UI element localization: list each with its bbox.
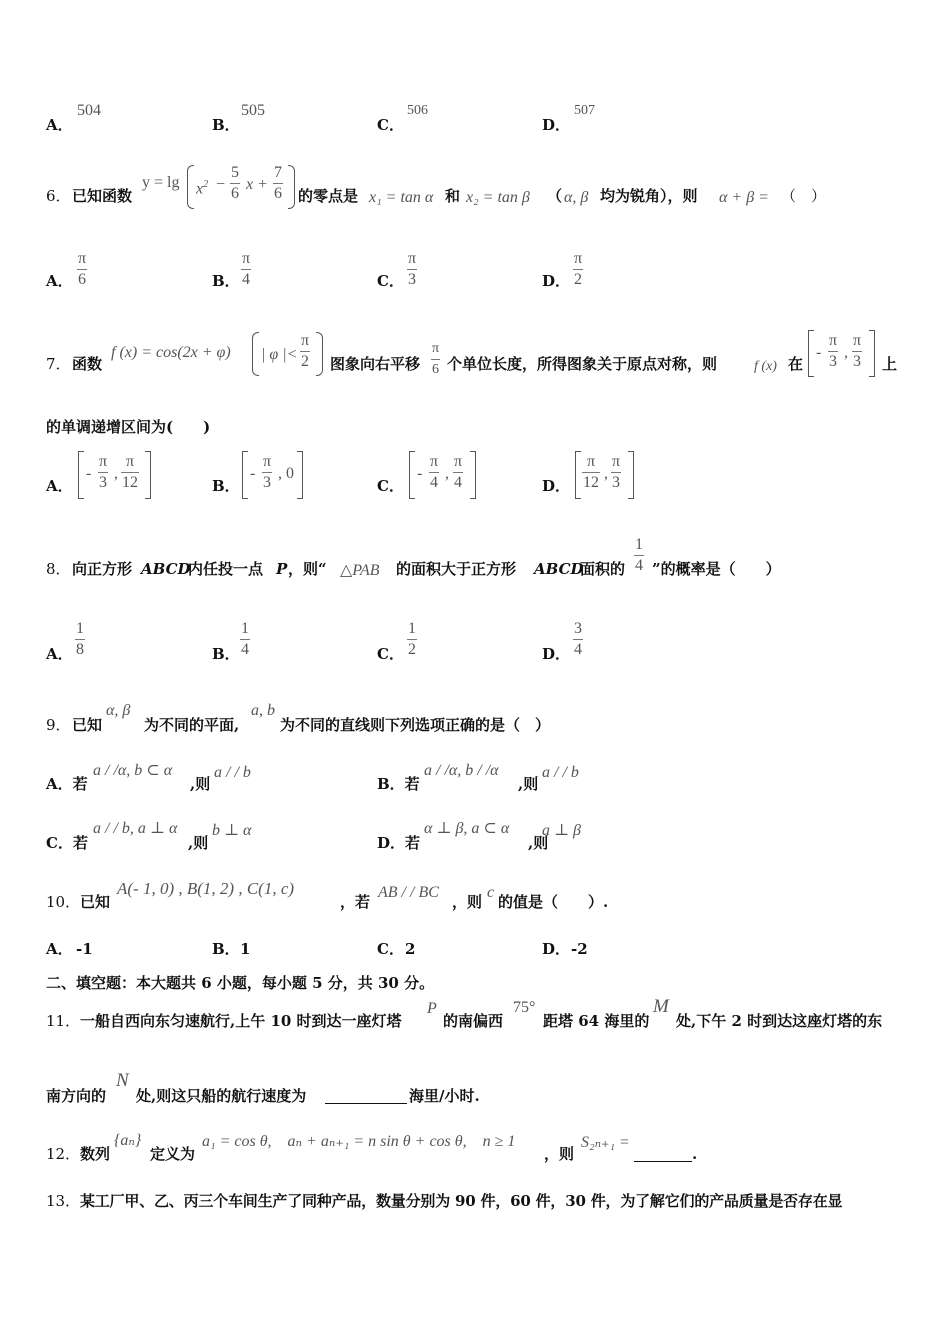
q5-option-b-label: B．: [212, 116, 240, 134]
q8-option-d-frac: 3 4: [574, 620, 582, 658]
q11-angle: 75°: [513, 999, 536, 1016]
q11-n: N: [116, 1070, 129, 1091]
q9-option-c-label: C．若: [46, 834, 88, 852]
q13-number: 13．: [46, 1192, 81, 1210]
q7-option-c-frac1: π 4: [430, 453, 439, 491]
q7-interval-frac2: π 3: [853, 332, 862, 370]
q10-option-d-value: -2: [571, 940, 588, 958]
q7-func: f (x) = cos(2x + φ): [111, 344, 231, 361]
q10-text4: 的值是（ ）.: [498, 893, 609, 911]
q6-minus: −: [216, 176, 226, 193]
q7-cond: | φ |<: [261, 346, 298, 363]
q7-mid1: 图象向右平移: [330, 355, 421, 373]
q10-text1: 已知: [80, 893, 111, 911]
q6-ab: α, β: [564, 189, 589, 206]
q5-option-b-value: 505: [241, 102, 265, 119]
q6-x2: $x^2$: [196, 179, 209, 198]
q11-line2a: 南方向的: [46, 1087, 107, 1105]
q7-option-c-neg: -: [417, 465, 423, 482]
q8-frac: 1 4: [635, 536, 643, 574]
q5-option-c-label: C．: [377, 116, 404, 134]
q5-option-a-label: A．: [46, 116, 73, 134]
q8-option-b-label: B．: [212, 645, 240, 663]
q10-option-c-value: 2: [405, 940, 416, 958]
q7-option-b-frac1: π 3: [263, 453, 272, 491]
q6-option-c-label: C．: [377, 272, 404, 290]
q10-option-a-label: A．: [46, 940, 73, 958]
q7-interval-right: [869, 330, 875, 377]
q9-option-b-label: B．若: [377, 775, 420, 793]
q9-option-a-res: a / / b: [214, 764, 251, 781]
q7-option-b-right-bracket: [297, 451, 303, 499]
q9-text2: 为不同的平面,: [144, 716, 240, 734]
q6-mid1: 的零点是: [298, 187, 359, 205]
q8-option-a-label: A．: [46, 645, 73, 663]
q7-option-c-label: C．: [377, 477, 404, 495]
q5-option-d-label: D．: [542, 116, 571, 134]
q6-x-plus: x +: [246, 176, 268, 193]
q8-option-a-frac: 1 8: [76, 620, 84, 658]
q7-in: 在: [788, 355, 804, 373]
q7-interval-left: [808, 330, 814, 377]
q10-option-c-label: C．: [377, 940, 404, 958]
q9-option-d-cond: α ⊥ β, a ⊂ α: [424, 820, 510, 837]
q6-x2-eq: x₂ = tan β: [466, 189, 530, 206]
q9-option-a-label: A．若: [46, 775, 88, 793]
q8-p: P: [276, 560, 288, 578]
q8-text6: ”的概率是（ ）: [652, 560, 781, 578]
q11-m: M: [653, 996, 669, 1017]
q9-option-b-then: ,则: [518, 775, 539, 793]
q7-line2: 的单调递增区间为( ): [46, 418, 211, 436]
q9-planes: α, β: [106, 702, 131, 719]
q12-s: S₂ₙ₊₁ =: [581, 1134, 630, 1151]
q7-option-b-left-bracket: [242, 451, 248, 499]
q12-def: a₁ = cos θ, aₙ + aₙ₊₁ = n sin θ + cos θ, n ≥ 1: [202, 1133, 516, 1150]
q6-x1-eq: x₁ = tan α: [369, 189, 434, 206]
q7-cond-frac: π 2: [301, 332, 310, 370]
q11-text3: 距塔 64 海里的: [543, 1012, 650, 1030]
q8-option-c-frac: 1 2: [408, 620, 416, 658]
q12-text2: 定义为: [150, 1145, 196, 1163]
q12-end: .: [692, 1145, 698, 1163]
q6-option-a-label: A．: [46, 272, 73, 290]
q7-interval-comma: ,: [844, 344, 848, 361]
q7-option-a-frac1: π 3: [99, 453, 108, 491]
q9-number: 9．: [46, 716, 71, 734]
q7-option-b-zero: 0: [286, 465, 294, 482]
q8-abcd: ABCD: [141, 560, 191, 578]
q5-option-d-value: 507: [574, 103, 595, 118]
q9-option-a-then: ,则: [190, 775, 211, 793]
q6-option-a-frac: π 6: [78, 250, 87, 288]
q11-p: P: [427, 1000, 437, 1017]
q7-option-d-frac1: π 12: [583, 453, 599, 491]
q6-func: y = lg: [142, 174, 180, 191]
q11-line2c: 海里/小时.: [409, 1087, 480, 1105]
q6-sum: α + β =: [719, 189, 769, 206]
q10-option-a-value: -1: [76, 940, 93, 958]
q9-option-d-res: a ⊥ β: [542, 822, 582, 839]
q7-fx: f (x): [754, 359, 777, 374]
q8-triangle: △PAB: [340, 562, 380, 579]
q9-option-d-label: D．若: [377, 834, 421, 852]
q7-interval-minus: -: [816, 344, 822, 361]
q6-frac-5-6: 5 6: [231, 164, 239, 202]
q6-option-c-frac: π 3: [408, 250, 417, 288]
q8-option-b-frac: 1 4: [241, 620, 249, 658]
q6-frac-7-6: 7 6: [274, 164, 282, 202]
q6-prefix: 已知函数: [72, 187, 133, 205]
q7-option-a-neg: -: [86, 465, 92, 482]
q9-option-b-res: a / / b: [542, 764, 579, 781]
q8-option-c-label: C．: [377, 645, 404, 663]
q11-answer-blank[interactable]: [325, 1089, 407, 1104]
q6-paren-right: [288, 165, 295, 209]
q8-abcd-2: ABCD: [534, 560, 584, 578]
q9-option-c-then: ,则: [188, 834, 209, 852]
q11-number: 11．: [46, 1012, 81, 1030]
q12-seq: {aₙ}: [114, 1132, 142, 1149]
q5-option-a-value: 504: [77, 102, 101, 119]
q13-text: 某工厂甲、乙、丙三个车间生产了同种产品，数量分别为 90 件，60 件，30 件，为了解它们的产品质量是否存在显: [80, 1192, 843, 1210]
q7-option-d-comma: ,: [604, 465, 608, 482]
q7-option-c-right-bracket: [470, 451, 476, 499]
q7-option-b-label: B．: [212, 477, 240, 495]
q12-answer-blank[interactable]: [634, 1147, 692, 1162]
q9-text3: 为不同的直线则下列选项正确的是（ ）: [280, 716, 551, 734]
q6-paren-open: （: [547, 187, 563, 205]
q7-option-d-left-bracket: [575, 451, 581, 499]
q10-number: 10．: [46, 893, 81, 911]
q6-option-d-label: D．: [542, 272, 571, 290]
q7-paren-right: [316, 332, 323, 376]
q6-acute: 均为锐角），则: [600, 187, 698, 205]
q7-option-a-comma: ,: [114, 465, 118, 482]
q9-lines: a, b: [251, 702, 275, 719]
q6-and: 和: [445, 187, 461, 205]
q11-text1: 一船自西向东匀速航行,上午 10 时到达一座灯塔: [80, 1012, 402, 1030]
q7-option-a-left-bracket: [78, 451, 84, 499]
q6-option-d-frac: π 2: [574, 250, 583, 288]
q11-text2: 的南偏西: [443, 1012, 504, 1030]
q8-option-d-label: D．: [542, 645, 571, 663]
q8-text1: 向正方形: [72, 560, 133, 578]
q6-number: 6．: [46, 187, 71, 205]
q12-text3: ，则: [544, 1145, 575, 1163]
q7-paren-left: [252, 332, 259, 376]
q12-number: 12．: [46, 1145, 81, 1163]
q7-option-c-left-bracket: [409, 451, 415, 499]
q9-option-b-cond: a / /α, b / /α: [424, 762, 499, 779]
q7-option-d-frac2: π 3: [612, 453, 621, 491]
q7-option-b-comma: ,: [278, 465, 282, 482]
q10-option-b-label: B．: [212, 940, 240, 958]
q7-option-a-label: A．: [46, 477, 73, 495]
q8-text4: 的面积大于正方形: [396, 560, 517, 578]
q7-option-c-comma: ,: [445, 465, 449, 482]
q8-text2: 内任投一点: [188, 560, 264, 578]
q6-option-b-frac: π 4: [242, 250, 251, 288]
q6-option-b-label: B．: [212, 272, 240, 290]
q7-option-a-right-bracket: [145, 451, 151, 499]
q7-option-a-frac2: π 12: [122, 453, 138, 491]
q5-option-c-value: 506: [407, 103, 428, 118]
q10-option-d-label: D．: [542, 940, 571, 958]
q7-option-d-label: D．: [542, 477, 571, 495]
q7-mid2: 个单位长度，所得图象关于原点对称，则: [447, 355, 718, 373]
q7-number: 7．: [46, 355, 71, 373]
section-2-heading: 二、填空题：本大题共 6 小题，每小题 5 分，共 30 分。: [46, 974, 435, 992]
q6-paren-left: [187, 165, 194, 209]
q9-option-c-res: b ⊥ α: [212, 822, 252, 839]
q8-number: 8．: [46, 560, 71, 578]
q6-answer-blank: （ ）: [781, 187, 827, 205]
q10-cond: AB / / BC: [378, 884, 439, 901]
q7-option-c-frac2: π 4: [454, 453, 463, 491]
q7-shift-frac: π 6: [432, 341, 440, 377]
q8-text5: 面积的: [580, 560, 626, 578]
q7-option-b-neg: -: [250, 465, 256, 482]
q9-text1: 已知: [72, 716, 103, 734]
q10-text2: ，若: [340, 893, 371, 911]
q12-text1: 数列: [80, 1145, 111, 1163]
q7-option-d-right-bracket: [628, 451, 634, 499]
q9-option-c-cond: a / / b, a ⊥ α: [93, 820, 178, 837]
q10-c: c: [487, 884, 495, 901]
q10-text3: ，则: [452, 893, 483, 911]
q7-interval-frac1: π 3: [829, 332, 838, 370]
q7-on: 上: [882, 355, 898, 373]
q10-points: A(- 1, 0) , B(1, 2) , C(1, c): [117, 879, 295, 898]
q7-prefix: 函数: [72, 355, 103, 373]
q8-text3: ，则“: [288, 560, 327, 578]
q10-option-b-value: 1: [240, 940, 251, 958]
q9-option-d-then: ,则: [528, 834, 549, 852]
q9-option-a-cond: a / /α, b ⊂ α: [93, 762, 173, 779]
q11-line2b: 处,则这只船的航行速度为: [136, 1087, 307, 1105]
q11-text4: 处,下午 2 时到达这座灯塔的东: [676, 1012, 883, 1030]
